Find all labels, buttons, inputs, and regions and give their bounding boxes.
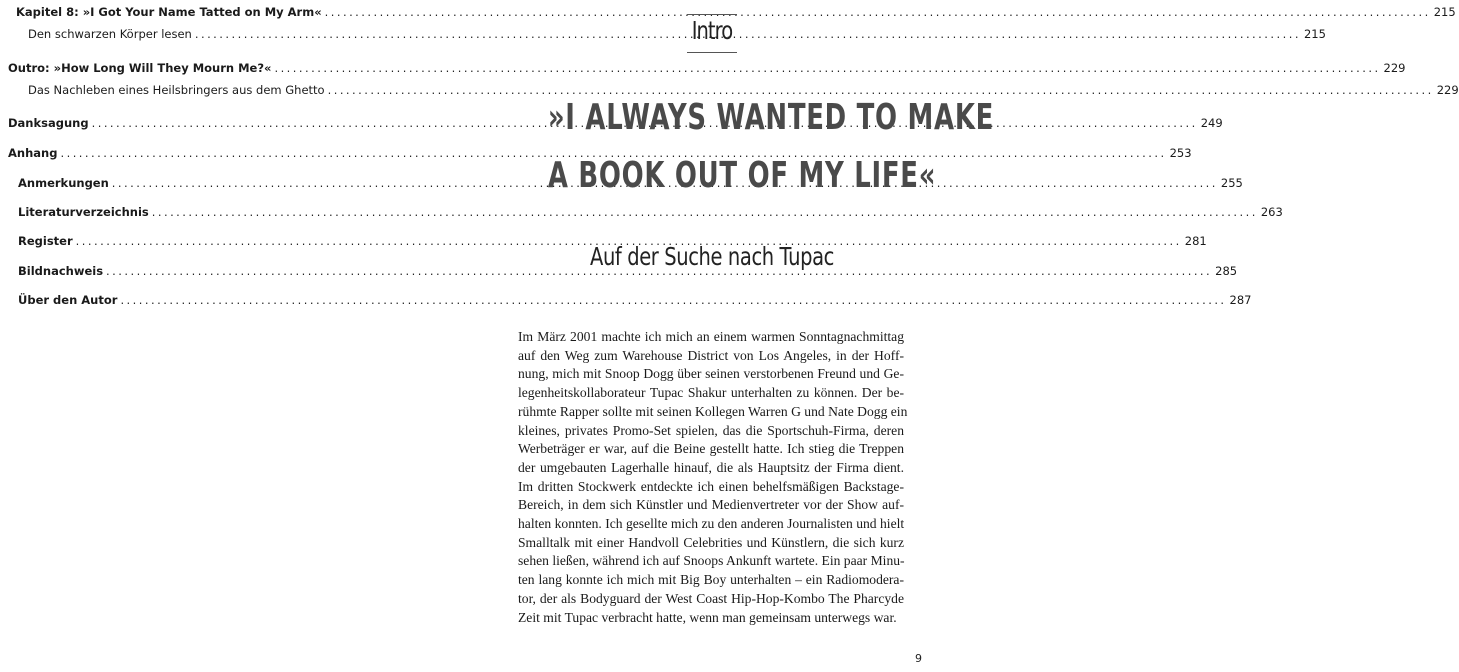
toc-entry[interactable] <box>18 175 1243 191</box>
toc-entry-page: 215 <box>1433 5 1456 19</box>
body-line: rühmte Rapper sollte mit seinen Kollegen Warren G und Nate Dogg ein <box>518 403 908 419</box>
body-line: legenheitskollaborateur Tupac Shakur unterhalten zu können. Der be- <box>518 385 904 401</box>
toc-entry-label: Outro: »How Long Will They Mourn Me?« <box>8 61 272 75</box>
toc-entry-label: Register <box>18 234 73 248</box>
toc-entry-label: Über den Autor <box>18 293 118 307</box>
toc-entry[interactable] <box>18 263 1238 279</box>
toc-entry-page: 263 <box>1260 205 1283 219</box>
toc-entry-label: Anmerkungen <box>18 176 109 190</box>
chapter-title-line-1: »I ALWAYS WANTED TO MAKE <box>547 97 995 138</box>
section-rule-top <box>687 14 737 15</box>
body-line: der umgebauten Lagerhalle hinauf, die als Hauptsitz der Firma dient. <box>518 459 904 475</box>
chapter-subtitle: Auf der Suche nach Tupac <box>590 242 834 271</box>
page-number: 9 <box>915 652 922 665</box>
body-line: sehen ließen, während ich auf Snoops Ankunft wartete. Ein paar Minu- <box>518 553 905 569</box>
toc-entry[interactable] <box>8 115 1223 131</box>
toc-entry-label: Das Nachleben eines Heilsbringers aus dem Ghetto <box>28 83 325 97</box>
toc-entry-page: 249 <box>1200 116 1223 130</box>
toc-entry[interactable] <box>28 82 1459 98</box>
body-line: nung, mich mit Snoop Dogg über seinen verstorbenen Freund und Ge- <box>518 366 904 382</box>
toc-entry-label: Literaturverzeichnis <box>18 205 149 219</box>
toc-entry-page: 253 <box>1169 146 1192 160</box>
toc-entry-page: 229 <box>1436 83 1459 97</box>
body-line: kleines, privates Promo-Set spielen, das die Sportschuh-Firma, deren <box>518 422 904 438</box>
toc-entry[interactable] <box>8 60 1406 76</box>
toc-entry[interactable] <box>18 233 1207 249</box>
body-line: Bereich, in dem sich Künstler und Medienvertreter vor der Show auf- <box>518 497 904 513</box>
body-line: Im dritten Stockwerk entdeckte ich einen behelfsmäßigen Backstage- <box>518 478 904 494</box>
body-line: Werbeträger er war, auf die Beine gestellt hatte. Ich stieg die Treppen <box>518 441 904 457</box>
toc-entry[interactable] <box>18 292 1252 308</box>
toc-entry-page: 287 <box>1229 293 1252 307</box>
chapter-body-paragraph <box>518 328 908 627</box>
body-line: tor, der als Bodyguard der West Coast Hip-Hop-Kombo The Pharcyde <box>518 590 904 606</box>
toc-entry-label: Anhang <box>8 146 58 160</box>
toc-entry-label: Danksagung <box>8 116 89 130</box>
body-line: Zeit mit Tupac verbracht hatte, wenn man gemeinsam unterwegs war. <box>518 609 897 625</box>
toc-entry[interactable] <box>16 4 1456 20</box>
body-line: auf den Weg zum Warehouse District von Los Angeles, in der Hoff- <box>518 347 904 363</box>
toc-entry-page: 255 <box>1220 176 1243 190</box>
toc-entry-page: 229 <box>1383 61 1406 75</box>
toc-entry[interactable] <box>18 204 1283 220</box>
body-line: Im März 2001 machte ich mich an einem warmen Sonntagnachmittag <box>518 329 904 344</box>
toc-entry[interactable] <box>8 145 1192 161</box>
body-line: ten lang konnte ich mich mit Big Boy unterhalten – ein Radiomodera- <box>518 572 904 588</box>
body-line: halten konnten. Ich gesellte mich zu den anderen Journalisten und hielt <box>518 516 905 532</box>
right-page-chapter <box>464 0 995 672</box>
toc-entry-label: Bildnachweis <box>18 264 104 278</box>
toc-entry-page: 215 <box>1303 27 1326 41</box>
toc-entry-page: 281 <box>1184 234 1207 248</box>
toc-entry-page: 285 <box>1215 264 1238 278</box>
section-label: Intro <box>691 16 733 45</box>
body-line: Smalltalk mit einer Handvoll Celebrities und Künstlern, die sich kurz <box>518 534 904 550</box>
toc-entry-label: Kapitel 8: »I Got Your Name Tatted on My Arm« <box>16 5 322 19</box>
section-rule-bottom <box>687 52 737 53</box>
toc-entry-label: Den schwarzen Körper lesen <box>28 27 192 41</box>
chapter-title-line-2: A BOOK OUT OF MY LIFE« <box>547 155 937 196</box>
